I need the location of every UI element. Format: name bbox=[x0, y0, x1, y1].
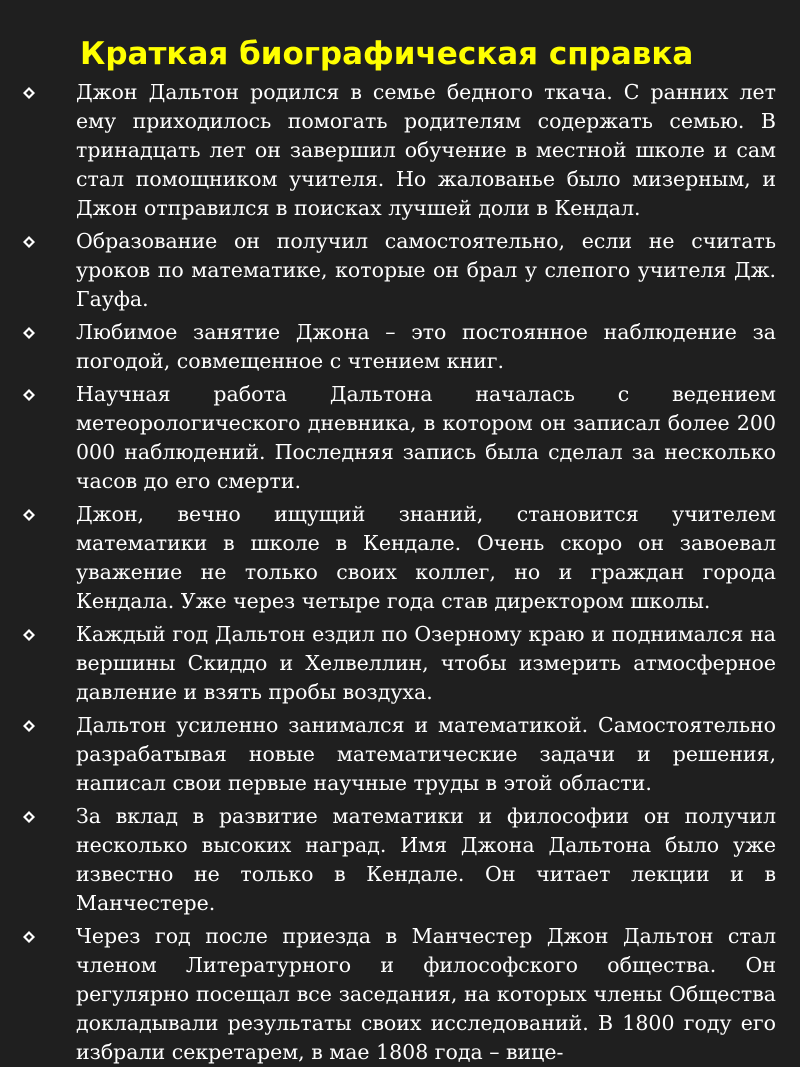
bullet-item bbox=[0, 227, 800, 314]
bullet-text: Образование он получил самостоятельно, если не считать уроков по математике, которые он брал у слепого учителя Дж. Гауфа. bbox=[76, 229, 776, 311]
slide-title: Краткая биографическая справка bbox=[80, 36, 694, 72]
bullet-item bbox=[0, 78, 800, 223]
bullet-item bbox=[0, 620, 800, 707]
diamond-bullet-icon bbox=[22, 388, 36, 402]
diamond-bullet-icon bbox=[22, 235, 36, 249]
bullet-item bbox=[0, 922, 800, 1067]
bullet-text: Каждый год Дальтон ездил по Озерному краю и поднимался на вершины Скиддо и Хелвеллин, чтобы измерить атмосферное давление и взять пробы воздуха. bbox=[76, 622, 776, 704]
bullet-text: Джон, вечно ищущий знаний, становится учителем математики в школе в Кендале. Очень скоро он завоевал уважение не только своих коллег, но и граждан города Кендала. Уже через четыре года став директором школы. bbox=[76, 502, 776, 613]
bullet-item bbox=[0, 318, 800, 376]
bullet-text: Джон Дальтон родился в семье бедного ткача. С ранних лет ему приходилось помогать родителям содержать семью. В тринадцать лет он завершил обучение в местной школе и сам стал помощником учителя. Но жалованье было мизерным, и Джон отправился в поисках лучшей доли в Кендал. bbox=[76, 80, 776, 220]
bullet-text: Дальтон усиленно занимался и математикой. Самостоятельно разрабатывая новые математические задачи и решения, написал свои первые научные труды в этой области. bbox=[76, 713, 776, 795]
bullet-text: За вклад в развитие математики и философии он получил несколько высоких наград. Имя Джона Дальтона было уже известно не только в Кендале. Он читает лекции и в Манчестере. bbox=[76, 804, 776, 915]
bullet-item bbox=[0, 500, 800, 616]
diamond-bullet-icon bbox=[22, 719, 36, 733]
bullet-item bbox=[0, 380, 800, 496]
diamond-bullet-icon bbox=[22, 326, 36, 340]
bullet-list bbox=[0, 78, 800, 1067]
diamond-bullet-icon bbox=[22, 508, 36, 522]
bullet-text: Научная работа Дальтона началась с ведением метеорологического дневника, в котором он записал более 200 000 наблюдений. Последняя запись была сделал за несколько часов до его смерти. bbox=[76, 382, 776, 493]
diamond-bullet-icon bbox=[22, 810, 36, 824]
bullet-text: Любимое занятие Джона – это постоянное наблюдение за погодой, совмещенное с чтением книг. bbox=[76, 320, 776, 373]
bullet-item bbox=[0, 802, 800, 918]
diamond-bullet-icon bbox=[22, 930, 36, 944]
bullet-text: Через год после приезда в Манчестер Джон Дальтон стал членом Литературного и философского общества. Он регулярно посещал все заседания, на которых члены Общества докладывали результаты своих исследований. В 1800 году его избрали секретарем, в мае 1808 года – вице- bbox=[76, 924, 776, 1064]
bullet-item bbox=[0, 711, 800, 798]
diamond-bullet-icon bbox=[22, 86, 36, 100]
diamond-bullet-icon bbox=[22, 628, 36, 642]
